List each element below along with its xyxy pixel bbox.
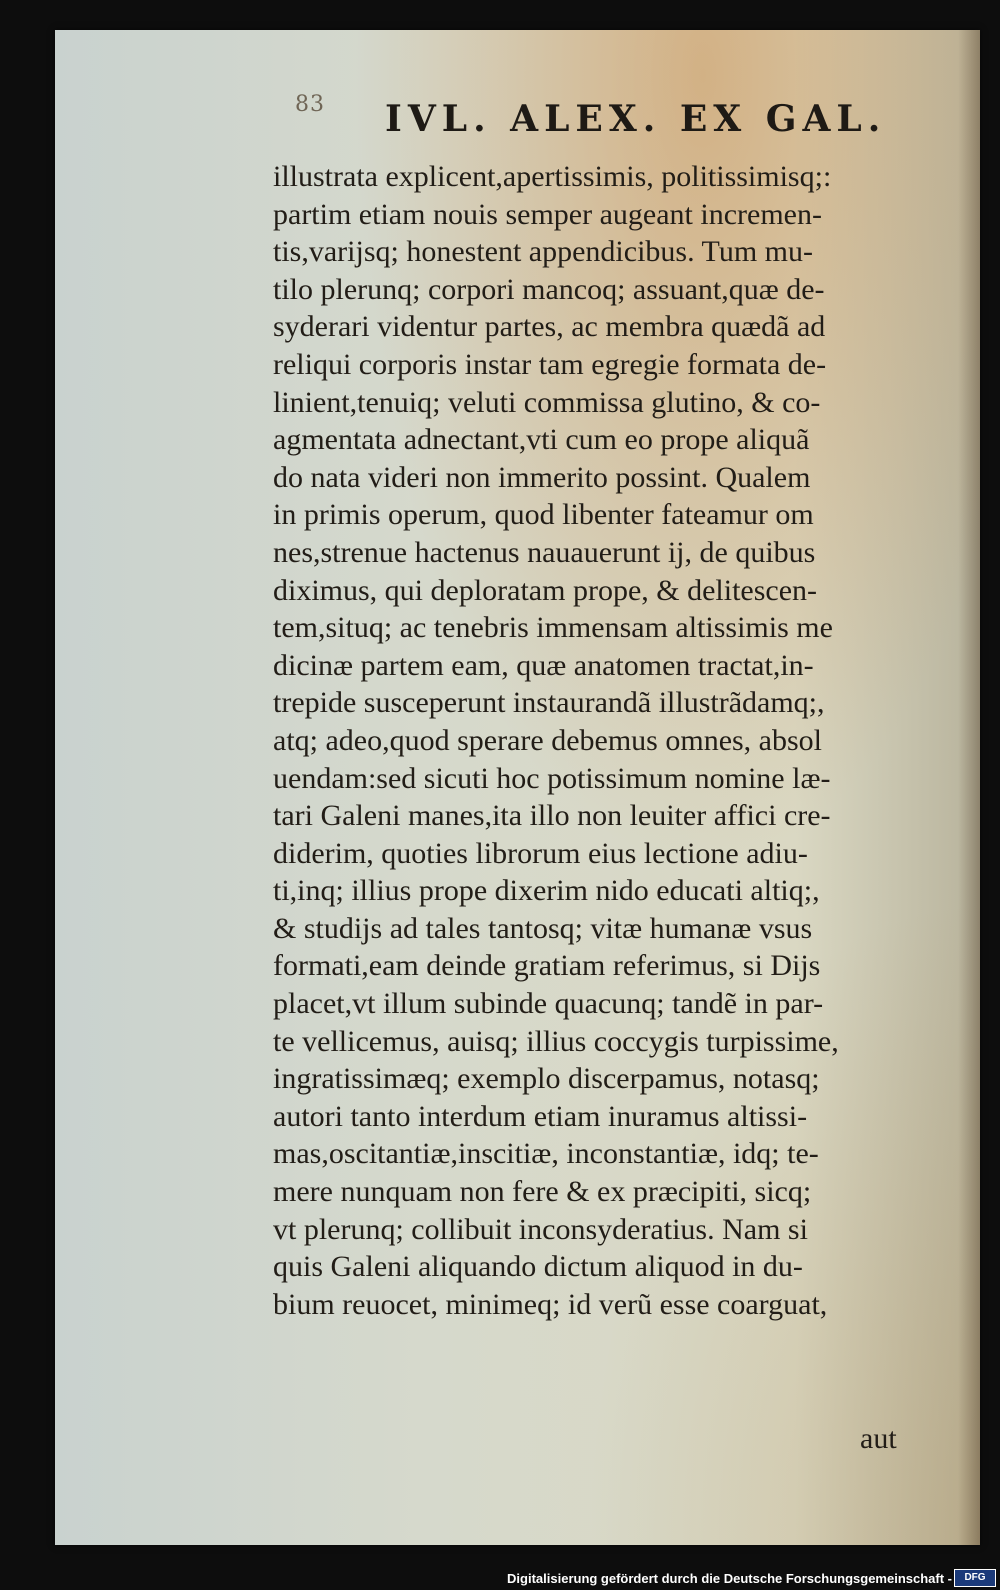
text-line: ti,inq; illius prope dixerim nido educati altiq;, [273, 874, 820, 908]
text-line: vt plerunq; collibuit inconsyderatius. Nam si [273, 1212, 808, 1246]
text-line: mere nunquam non fere & ex præcipiti, sicq; [273, 1175, 812, 1209]
text-line: bium reuocet, minimeq; id verũ esse coarguat, [273, 1287, 828, 1321]
text-line: formati,eam deinde gratiam referimus, si Dijs [273, 949, 821, 983]
text-line: reliqui corporis instar tam egregie formata de- [273, 347, 827, 381]
text-line: mas,oscitantiæ,inscitiæ, inconstantiæ, idq; te- [273, 1137, 819, 1171]
text-line: agmentata adnectant,vti cum eo prope aliquã [273, 423, 810, 457]
text-line: illustrata explicent,apertissimis, politissimisq;: [273, 160, 832, 193]
body-text [273, 158, 973, 1323]
text-line: diximus, qui deploratam prope, & delitescen- [273, 573, 818, 607]
page-number: 83 [295, 92, 325, 117]
text-line: placet,vt illum subinde quacunq; tandẽ in par- [273, 987, 824, 1021]
text-line: autori tanto interdum etiam inuramus altissi- [273, 1099, 808, 1133]
digitization-credit: Digitalisierung gefördert durch die Deutsche Forschungsgemeinschaft - [507, 1571, 952, 1586]
text-line: trepide susceperunt instaurandã illustrãdamq;, [273, 686, 825, 720]
text-line: tis,varijsq; honestent appendicibus. Tum mu- [273, 235, 813, 269]
text-line: te vellicemus, auisq; illius coccygis turpissime, [273, 1024, 839, 1058]
text-line: tari Galeni manes,ita illo non leuiter affici cre- [273, 799, 831, 833]
running-head: IVL. ALEX. EX GAL. [385, 98, 887, 140]
text-line: uendam:sed sicuti hoc potissimum nomine læ- [273, 761, 831, 795]
text-line: diderim, quoties librorum eius lectione adiu- [273, 836, 808, 870]
text-line: linient,tenuiq; veluti commissa glutino, & co- [273, 385, 821, 419]
text-line: dicinæ partem eam, quæ anatomen tractat,in- [273, 648, 814, 682]
text-line: tilo plerunq; corpori mancoq; assuant,quæ de- [273, 272, 825, 306]
text-line: in primis operum, quod libenter fateamur om [273, 498, 814, 532]
text-line: quis Galeni aliquando dictum aliquod in du- [273, 1250, 803, 1284]
text-line: do nata videri non immerito possint. Qualem [273, 460, 811, 494]
text-line: & studijs ad tales tantosq; vitæ humanæ vsus [273, 911, 813, 945]
catchword: aut [860, 1422, 897, 1455]
book-page [55, 30, 980, 1545]
text-line: syderari videntur partes, ac membra quædã ad [273, 310, 826, 344]
text-line: atq; adeo,quod sperare debemus omnes, absol [273, 723, 823, 757]
dfg-logo: DFG [954, 1569, 996, 1587]
text-line: nes,strenue hactenus nauauerunt ij, de quibus [273, 535, 816, 569]
text-line: tem,situq; ac tenebris immensam altissimis me [273, 611, 833, 645]
text-line: partim etiam nouis semper augeant incremen- [273, 197, 822, 231]
text-line: ingratissimæq; exemplo discerpamus, notasq; [273, 1062, 820, 1096]
